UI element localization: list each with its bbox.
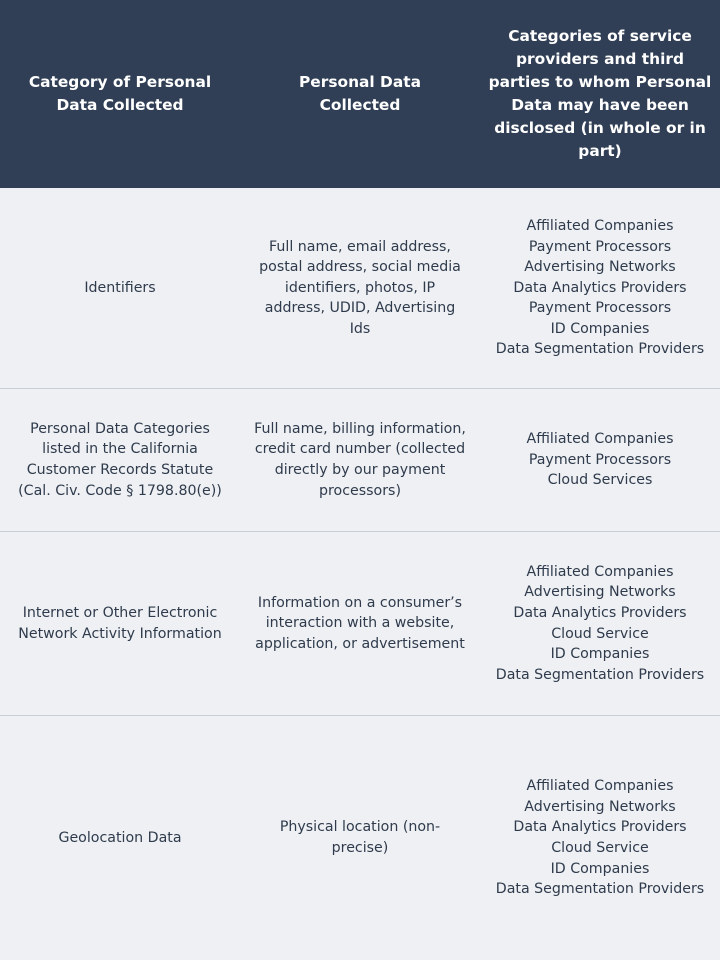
row-geolocation-collected: Physical location (non-precise) bbox=[240, 716, 480, 960]
party-item: ID Companies bbox=[550, 320, 650, 337]
party-item: Data Analytics Providers bbox=[513, 604, 687, 621]
party-item: Payment Processors bbox=[528, 300, 672, 317]
party-item: Data Segmentation Providers bbox=[495, 881, 705, 898]
party-item: Payment Processors bbox=[528, 238, 672, 255]
row-internet-category: Internet or Other Electronic Network Activity Information bbox=[0, 532, 240, 716]
party-item: Data Analytics Providers bbox=[513, 819, 687, 836]
row-identifiers-category: Identifiers bbox=[0, 188, 240, 389]
header-personal-data-collected: Personal Data Collected bbox=[240, 0, 480, 188]
row-internet-collected: Information on a consumer’s interaction with a website, application, or advertisement bbox=[240, 532, 480, 716]
party-item: Data Segmentation Providers bbox=[495, 341, 705, 358]
party-item: Cloud Service bbox=[551, 625, 649, 642]
row-california-category: Personal Data Categories listed in the California Customer Records Statute (Cal. Civ. Code § 1798.80(e)) bbox=[0, 389, 240, 532]
header-third-parties: Categories of service providers and third parties to whom Personal Data may have been disclosed (in whole or in part) bbox=[480, 0, 720, 188]
header-category: Category of Personal Data Collected bbox=[0, 0, 240, 188]
row-california-parties bbox=[480, 389, 720, 532]
party-item: Affiliated Companies bbox=[526, 563, 674, 580]
party-item: Affiliated Companies bbox=[526, 217, 674, 234]
party-item: Advertising Networks bbox=[524, 259, 676, 276]
row-geolocation-category: Geolocation Data bbox=[0, 716, 240, 960]
party-item: Cloud Services bbox=[547, 472, 653, 489]
row-identifiers-parties bbox=[480, 188, 720, 389]
party-item: Data Analytics Providers bbox=[513, 279, 687, 296]
party-item: Data Segmentation Providers bbox=[495, 666, 705, 683]
party-item: Affiliated Companies bbox=[526, 431, 674, 448]
party-item: Advertising Networks bbox=[524, 584, 676, 601]
party-item: Advertising Networks bbox=[524, 798, 676, 815]
party-item: ID Companies bbox=[550, 646, 650, 663]
row-identifiers-collected: Full name, email address, postal address, social media identifiers, photos, IP address, UDID, Advertising Ids bbox=[240, 188, 480, 389]
party-item: Payment Processors bbox=[528, 451, 672, 468]
party-item: Cloud Service bbox=[551, 840, 649, 856]
row-geolocation-parties bbox=[480, 716, 720, 960]
party-item: ID Companies bbox=[550, 860, 650, 877]
row-internet-parties bbox=[480, 532, 720, 716]
row-california-collected: Full name, billing information, credit card number (collected directly by our payment processors) bbox=[240, 389, 480, 532]
party-item: Affiliated Companies bbox=[526, 778, 674, 795]
